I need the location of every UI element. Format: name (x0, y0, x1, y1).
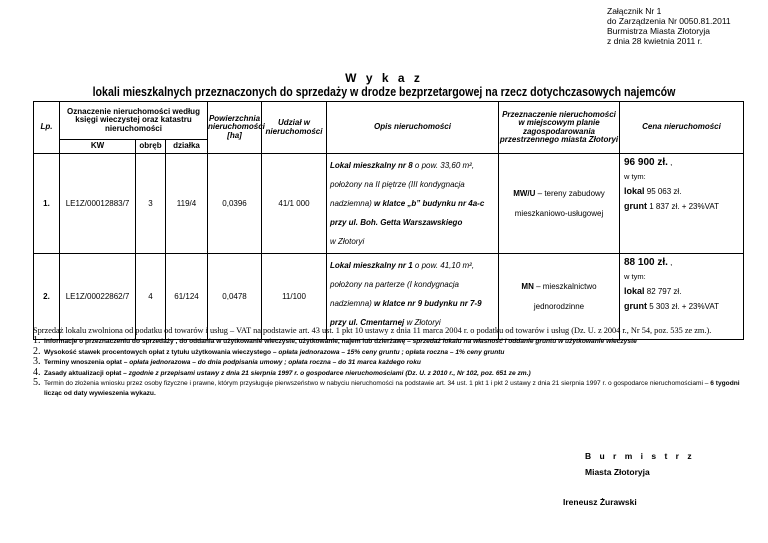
price-including: w tym: (624, 272, 646, 281)
signature-office: Miasta Złotoryja (585, 467, 650, 477)
note-emphasis: 6 tygodni licząc od daty wywieszenia wykazu. (44, 380, 740, 397)
desc-street: przy ul. Cmentarnej (330, 318, 405, 327)
row-dzialka: 61/124 (166, 254, 208, 340)
row-purpose (499, 154, 620, 254)
note-emphasis: opłata jednorazowa – 15% ceny gruntu ; opłata roczna – 1% ceny gruntu (278, 348, 505, 356)
attachment-note (607, 6, 731, 46)
note-text: Zasady aktualizacji opłat – (44, 369, 129, 377)
note-emphasis: zgodnie z przepisami ustawy z dnia 21 sierpnia 1997 r. o gospodarce nieruchomościami (Dz. U. z 2010 r., Nr 102, poz. 651 ze zm.) (128, 369, 531, 377)
header-kw: KW (60, 140, 136, 154)
header-area: Powierzchnia nieruchomości [ha] (208, 102, 262, 154)
price-including: w tym: (624, 172, 646, 181)
property-table (33, 101, 744, 340)
signature-title: B u r m i s t r z (585, 451, 695, 461)
price-unit-label: lokal (624, 186, 645, 196)
desc-floor: położony na II piętrze (III kondygnacja (330, 180, 465, 189)
attachment-line-1: Załącznik Nr 1 (607, 6, 662, 16)
price-land-label: grunt (624, 201, 647, 211)
list-item (33, 366, 745, 379)
price-land: 1 837 zł. + 23%VAT (647, 202, 719, 211)
desc-area: o pow. 33,60 m², (412, 161, 475, 170)
row-area: 0,0478 (208, 254, 262, 340)
note-number: 2. (33, 345, 41, 357)
header-row (34, 102, 744, 140)
note-emphasis: opłata jednorazowa – do dnia podpisania umowy ; opłata roczna – do 31 marca każdego roku (129, 359, 421, 366)
row-lp: 2. (34, 254, 60, 340)
price-land: 5 303 zł. + 23%VAT (647, 302, 719, 311)
header-share: Udział w nieruchomości (262, 102, 327, 154)
attachment-line-3: Burmistrza Miasta Złotoryja (607, 26, 710, 36)
price-total: 88 100 zł. (624, 257, 668, 268)
note-number: 4. (33, 366, 41, 378)
list-item (33, 358, 745, 368)
header-price: Cena nieruchomości (620, 102, 744, 154)
desc-unit: Lokal mieszkalny nr 8 (330, 161, 413, 170)
header-designation: Oznaczenie nieruchomości według księgi wieczystej oraz katastru nieruchomości (60, 102, 208, 140)
desc-floor: położony na parterze (I kondygnacja (330, 280, 459, 289)
desc-level: nadziemna) (330, 199, 372, 208)
row-lp: 1. (34, 154, 60, 254)
note-number: 5. (33, 377, 41, 388)
price-total-suffix: , (667, 258, 673, 267)
price-unit: 95 063 zł. (644, 187, 682, 196)
desc-level: nadziemna) (330, 299, 372, 308)
price-unit-label: lokal (624, 286, 645, 296)
desc-building: w klatce nr 9 budynku nr 7-9 (371, 299, 482, 308)
header-obreb: obręb (136, 140, 166, 154)
note-text: Wysokość stawek procentowych opłat z tytułu użytkowania wieczystego – (44, 348, 279, 356)
row-share: 11/100 (262, 254, 327, 340)
document-title: W y k a z (345, 71, 423, 85)
note-text: Informacje o przeznaczeniu do sprzedaży , do oddania w użytkowanie wieczyste, użytkowanie, najem lub dzierżawę – (44, 338, 413, 345)
desc-city: w Złotoryi (330, 237, 365, 246)
purpose-text-b: mieszkaniowo-usługowej (514, 208, 604, 218)
row-kw: LE1Z/00012883/7 (60, 154, 136, 254)
note-text: Termin do złożenia wniosku przez osoby fizyczne i prawne, którym przysługuje pierwszeństwo w nabyciu nieruchomości na podstawie art. 34 ust. 1 pkt 1 i pkt 2 ustawy z dnia 21 sierpnia 1997 r. o gospodarce nieruchomościami – (44, 380, 711, 387)
vat-note: Sprzedaż lokalu zwolniona od podatku od towarów i usług – VAT na podstawie art. 43 ust. 1 pkt 10 ustawy z dnia 11 marca 2004 r. o podatku od towarów i usług (Dz. U. z 2004 r., Nr 54, poz. 535 ze zm.). (33, 326, 712, 335)
header-lp: Lp. (34, 102, 60, 154)
list-item (33, 379, 745, 398)
row-description (327, 154, 499, 254)
row-dzialka: 119/4 (166, 154, 208, 254)
note-text: Terminy wnoszenia opłat – (44, 359, 130, 366)
signature-name: Ireneusz Żurawski (563, 497, 637, 507)
notes-section (33, 326, 745, 398)
note-number: 3. (33, 356, 41, 367)
table-row (34, 154, 744, 254)
price-total: 96 900 zł. (624, 157, 668, 168)
attachment-line-4: z dnia 28 kwietnia 2011 r. (607, 36, 703, 46)
price-unit: 82 797 zł. (644, 287, 682, 296)
notes-list (33, 337, 745, 398)
desc-city: w Złotoryi (404, 318, 441, 327)
row-obreb: 4 (136, 254, 166, 340)
price-total-suffix: , (667, 158, 673, 167)
row-area: 0,0396 (208, 154, 262, 254)
header-description: Opis nieruchomości (327, 102, 499, 154)
row-share: 41/1 000 (262, 154, 327, 254)
header-purpose: Przeznaczenie nieruchomości w miejscowym planie zagospodarowania przestrzennego miasta Złotoryi (499, 102, 620, 154)
row-price (620, 154, 744, 254)
attachment-line-2: do Zarządzenia Nr 0050.81.2011 (607, 16, 731, 26)
header-dzialka: działka (166, 140, 208, 154)
desc-street: przy ul. Boh. Getta Warszawskiego (330, 218, 463, 227)
desc-area: o pow. 41,10 m², (412, 261, 475, 270)
list-item (33, 345, 745, 358)
note-emphasis: sprzedaż lokalu na własność i oddanie gruntu w użytkowanie wieczyste (412, 338, 637, 345)
price-land-label: grunt (624, 301, 647, 311)
desc-building: w klatce „b” budynku nr 4a-c (371, 199, 485, 208)
list-item (33, 337, 745, 347)
desc-unit: Lokal mieszkalny nr 1 (330, 261, 413, 270)
note-number: 1. (33, 335, 41, 346)
purpose-text-b: jednorodzinne (533, 301, 585, 311)
document-subtitle: lokali mieszkalnych przeznaczonych do sprzedaży w drodze bezprzetargowej na rzecz dotychczasowych najemców (92, 85, 676, 99)
purpose-code: MW/U (513, 188, 536, 198)
row-obreb: 3 (136, 154, 166, 254)
row-kw: LE1Z/00022862/7 (60, 254, 136, 340)
purpose-code: MN (521, 281, 534, 291)
purpose-text-a: – tereny zabudowy (535, 188, 605, 198)
purpose-text-a: – mieszkalnictwo (533, 281, 597, 291)
